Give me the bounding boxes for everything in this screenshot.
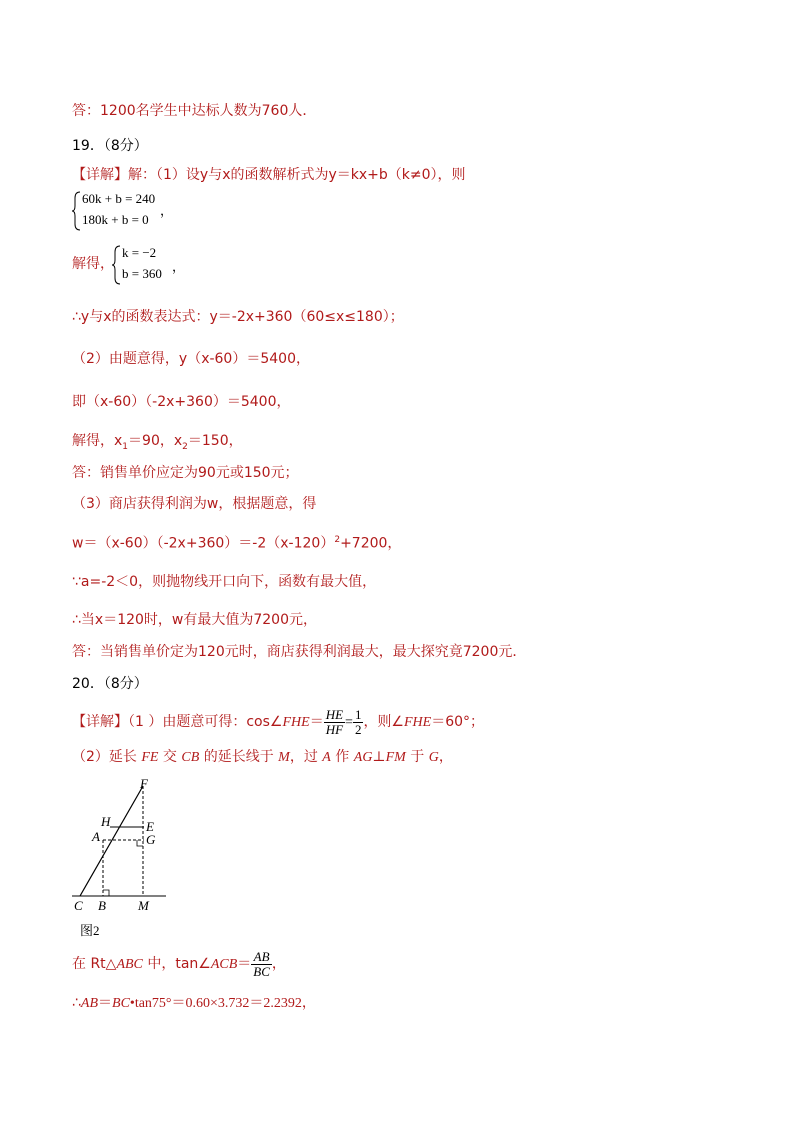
geometry-figure <box>68 776 178 946</box>
q19-answer-2: 答：销售单价应定为90元或150元； <box>72 465 299 481</box>
ab-ab: AB <box>80 996 99 1011</box>
q20-angle-fhe-2: FHE <box>404 715 432 730</box>
p2-b: 交 <box>158 749 182 765</box>
label-M: M <box>138 898 149 913</box>
brace-icon <box>72 191 82 231</box>
ab-a: ∴ <box>72 995 81 1011</box>
question-19-header: 19．（8分） <box>72 138 148 154</box>
fraction-he-hf: $\frac{HE}{HF}$ <box>325 706 344 737</box>
q19-profit-formula <box>72 530 401 554</box>
label-C: C <box>74 898 83 913</box>
profit-part-a: w＝（x-60）（-2x+360）＝-2（x-120） <box>72 535 335 552</box>
q20-detail-line <box>72 704 484 740</box>
q19-detail-line <box>72 165 466 185</box>
question-20-header: 20．（8分） <box>72 676 148 692</box>
ab-b: ＝ <box>98 995 113 1011</box>
p2-f: 于 <box>405 749 429 765</box>
brace-icon <box>112 245 122 285</box>
eq2-row2: b = 360 <box>122 266 162 281</box>
q20-angle-fhe: FHE <box>282 715 310 730</box>
q20-part1-c: ＝60°； <box>431 714 485 730</box>
eq1-row1: 60k + b = 240 <box>82 191 156 206</box>
label-B: B <box>98 898 106 913</box>
p2-A: A <box>322 750 331 765</box>
detail-tag-20: 【详解】 <box>72 714 128 730</box>
equation-system-1 <box>72 190 192 232</box>
q19-equation: 即（x-60）（-2x+360）＝5400， <box>72 394 291 410</box>
q20-part1-a: （1 ）由题意可得：cos∠ <box>128 714 283 730</box>
q19-answer-3: 答：当销售单价定为120元时，商店获得利润最大，最大探究竟7200元． <box>72 644 527 660</box>
label-H: H <box>101 814 111 829</box>
q20-eq2: = <box>345 715 353 730</box>
p2-a: （2）延长 <box>72 749 142 765</box>
label-A: A <box>92 829 100 844</box>
eq1-row2: 180k + b = 0 <box>82 212 149 227</box>
equation-system-2 <box>112 244 192 286</box>
q19-parabola: ∵a=-2＜0，则抛物线开口向下，函数有最大值， <box>72 574 377 590</box>
q20-eq: ＝ <box>309 714 324 730</box>
answer-line-18: 答：1200名学生中达标人数为760人． <box>72 103 317 119</box>
p2-cb: CB <box>181 750 200 765</box>
roots-part-c: ＝150， <box>187 433 243 449</box>
fraction-ab-bc: $\frac{AB}{BC}$ <box>253 948 270 979</box>
eq2-row1: k = −2 <box>122 245 157 260</box>
p2-e: 作 <box>330 749 354 765</box>
q19-part1-text: 解：（1）设y与x的函数解析式为y＝kx+b（k≠0），则 <box>128 167 466 183</box>
q19-part2: （2）由题意得，y（x-60）＝5400， <box>72 351 310 367</box>
eq2-tail: ， <box>172 259 186 274</box>
p2-h: ， <box>438 749 453 765</box>
q19-expression: ∴y与x的函数表达式：y＝-2x+360（60≤x≤180）； <box>72 309 404 325</box>
figure-caption: 图2 <box>80 923 100 938</box>
p2-fe: FE <box>141 750 159 765</box>
label-E: E <box>146 819 154 834</box>
q20-ab-calc <box>72 993 316 1014</box>
label-F: F <box>140 776 148 791</box>
roots-part-a: 解得，x <box>72 433 123 449</box>
roots-sub-2: 2 <box>182 441 188 452</box>
ab-c: •tan75°＝0.60×3.732＝2.2392， <box>129 996 316 1011</box>
profit-part-b: +7200， <box>340 535 402 552</box>
tan-abc: ABC <box>116 957 143 972</box>
tan-b: 中，tan∠ <box>142 956 211 972</box>
solve-lead: 解得， <box>72 256 114 272</box>
q19-roots <box>72 431 243 457</box>
ab-bc: BC <box>112 996 130 1011</box>
roots-part-b: ＝90，x <box>128 433 183 449</box>
q20-tan-line <box>72 946 286 982</box>
tan-acb: ACB <box>210 957 238 972</box>
detail-tag: 【详解】 <box>72 167 128 183</box>
figure-drawing <box>68 776 178 916</box>
q20-part2 <box>72 747 453 768</box>
q19-part3: （3）商店获得利润为w，根据题意，得 <box>72 496 317 512</box>
q20-part1-b: ，则∠ <box>363 714 404 730</box>
q19-max: ∴当x＝120时，w有最大值为7200元， <box>72 612 317 628</box>
p2-d: ，过 <box>289 749 323 765</box>
tan-c: ， <box>271 956 286 972</box>
p2-c: 的延长线于 <box>199 749 279 765</box>
fraction-half: $\frac{1}{2}$ <box>354 706 362 737</box>
tan-a: 在 Rt△ <box>72 956 117 972</box>
profit-sup: 2 <box>334 535 341 545</box>
eq1-tail: ， <box>160 203 174 218</box>
tan-eq: ＝ <box>237 956 252 972</box>
label-G: G <box>146 832 156 847</box>
p2-ag: AG⊥FM <box>353 750 406 765</box>
p2-m: M <box>278 750 290 765</box>
roots-sub-1: 1 <box>122 441 129 452</box>
p2-g: G <box>428 750 439 765</box>
